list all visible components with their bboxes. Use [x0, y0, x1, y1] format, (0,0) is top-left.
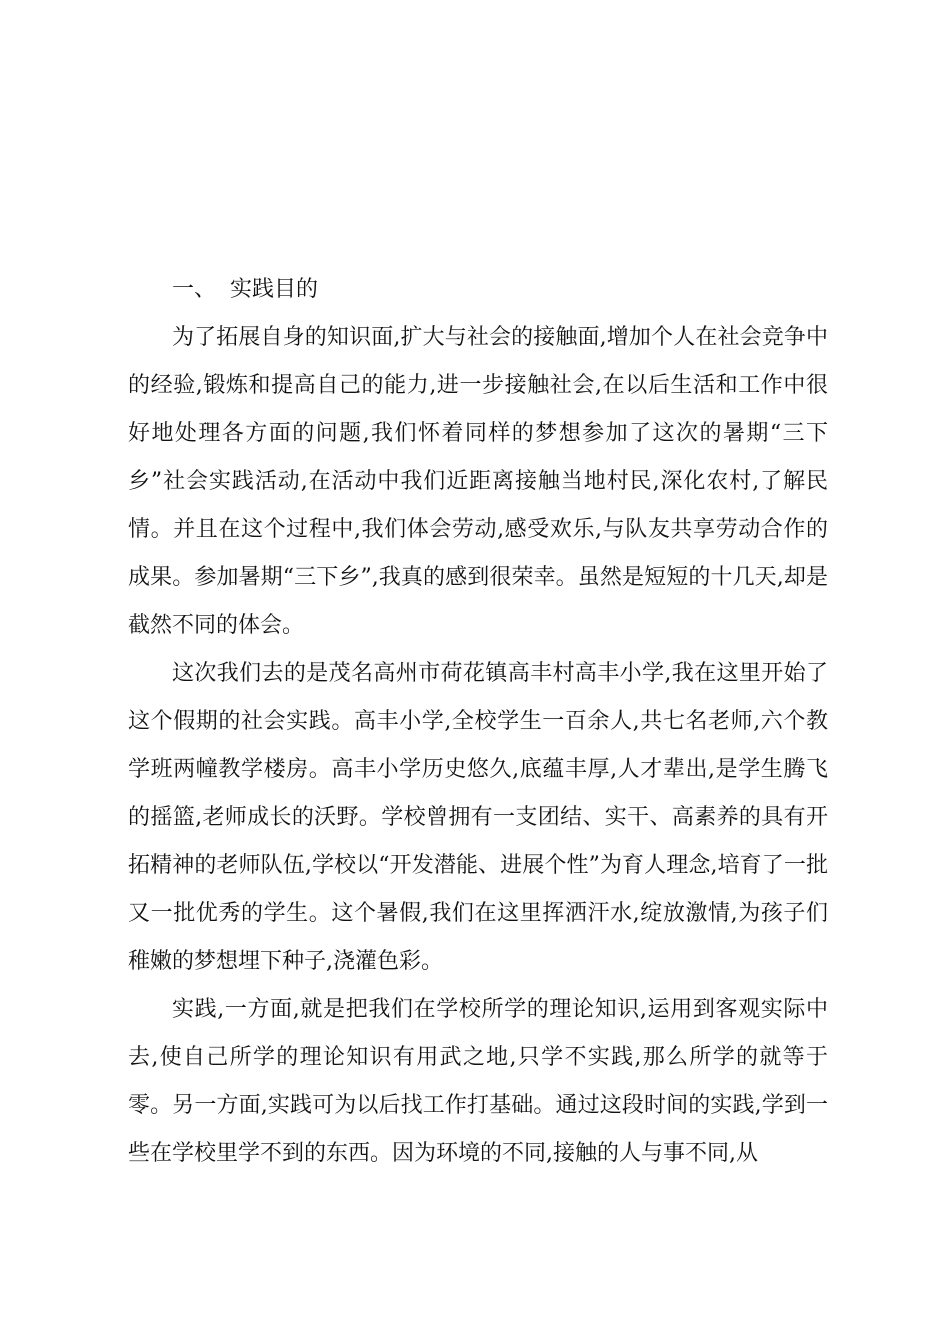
section-heading	[128, 266, 828, 314]
paragraph-2: 这次我们去的是茂名高州市荷花镇高丰村高丰小学,我在这里开始了这个假期的社会实践。高丰小学,全校学生一百余人,共七名老师,六个教学班两幢教学楼房。高丰小学历史悠久,底蕴丰厚,人才辈出,是学生腾飞的摇篮,老师成长的沃野。学校曾拥有一支团结、实干、高素养的具有开拓精神的老师队伍,学校以“开发潜能、进展个性”为育人理念,培育了一批又一批优秀的学生。这个暑假,我们在这里挥洒汗水,绽放激情,为孩子们稚嫩的梦想埋下种子,浇灌色彩。	[128, 661, 828, 974]
section-title: 实践目的	[230, 277, 319, 302]
section-number: 一、	[172, 277, 217, 302]
paragraph-1: 为了拓展自身的知识面,扩大与社会的接触面,增加个人在社会竞争中的经验,锻炼和提高自己的能力,进一步接触社会,在以后生活和工作中很好地处理各方面的问题,我们怀着同样的梦想参加了这次的暑期“三下乡”社会实践活动,在活动中我们近距离接触当地村民,深化农村,了解民情。并且在这个过程中,我们体会劳动,感受欢乐,与队友共享劳动合作的成果。参加暑期“三下乡”,我真的感到很荣幸。虽然是短短的十几天,却是截然不同的体会。	[128, 325, 828, 638]
document-body	[128, 266, 828, 1178]
paragraph-3: 实践,一方面,就是把我们在学校所学的理论知识,运用到客观实际中去,使自己所学的理论知识有用武之地,只学不实践,那么所学的就等于零。另一方面,实践可为以后找工作打基础。通过这段时间的实践,学到一些在学校里学不到的东西。因为环境的不同,接触的人与事不同,从	[128, 997, 828, 1166]
